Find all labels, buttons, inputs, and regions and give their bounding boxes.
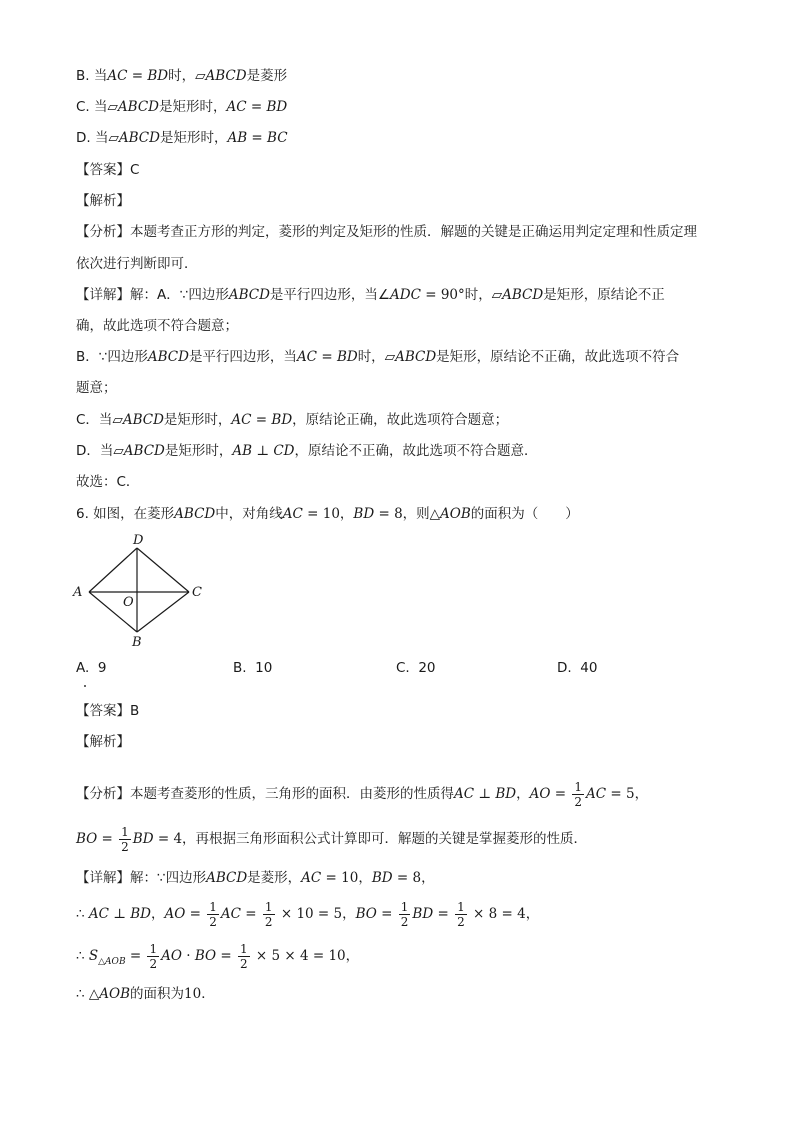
analysis-5-line2: 依次进行判断即可． bbox=[76, 256, 198, 272]
choice-a: A. 9 bbox=[76, 660, 107, 676]
fraction-half: $\frac{1}{2}$ bbox=[574, 779, 582, 809]
detail-6-line1: 【详解】解：∵四边形ABCD是菱形，AC = 10，BD = 8， bbox=[76, 870, 435, 886]
choice-d: D. 40 bbox=[557, 660, 598, 676]
rhombus-figure bbox=[68, 532, 218, 650]
fraction-half: $\frac{1}{2}$ bbox=[121, 824, 129, 854]
label-c: C bbox=[192, 585, 202, 600]
analysis-6-line1: 【分析】本题考查菱形的性质，三角形的面积．由菱形的性质得AC ⊥ BD，AO = $\frac{1}{2}$ AC = 5， bbox=[76, 779, 649, 809]
fraction-half: $\frac{1}{2}$ bbox=[400, 899, 409, 929]
detail-6-final: ∴ △AOB的面积为10． bbox=[76, 986, 215, 1002]
fraction-half: $\frac{1}{2}$ bbox=[149, 941, 158, 971]
jiexi-6-heading: 【解析】 bbox=[76, 734, 130, 750]
detail-5-b-line2: 题意； bbox=[76, 380, 117, 396]
detail-5-a-line2: 确，故此选项不符合题意； bbox=[76, 318, 238, 334]
fraction-half: $\frac{1}{2}$ bbox=[457, 899, 465, 929]
edge-dc bbox=[137, 548, 189, 592]
analysis-6-line2: BO = $\frac{1}{2}$ BD = 4，再根据三角形面积公式计算即可．解题的关键是掌握菱形的性质． bbox=[76, 824, 588, 854]
fraction-half: $\frac{1}{2}$ bbox=[209, 899, 217, 929]
detail-5-choose: 故选：C． bbox=[76, 474, 140, 490]
label-a: A bbox=[73, 585, 83, 600]
label-d: D bbox=[133, 533, 144, 548]
detail-5-b-line1: B．∵四边形ABCD是平行四边形，当AC = BD时，▱ABCD是矩形，原结论不正确，故此选项不符合 bbox=[76, 349, 680, 365]
label-o: O bbox=[123, 595, 134, 610]
detail-5-d: D．当▱ABCD是矩形时，AB ⊥ CD，原结论不正确，故此选项不符合题意． bbox=[76, 443, 538, 459]
option-c-prev: C. 当▱ABCD是矩形时，AC = BD bbox=[76, 99, 288, 115]
option-d-prev: D. 当▱ABCD是矩形时，AB = BC bbox=[76, 130, 288, 146]
answer-6: 【答案】B bbox=[76, 703, 140, 719]
detail-6-line2: ∴ AC ⊥ BD，AO = $\frac{1}{2}$ AC = $\frac{1}{2}$ × 10 = 5，BO = $\frac{1}{2}$ BD = $\frac{1}{2}$ × 8 = 4， bbox=[76, 899, 540, 929]
option-b-prev: B. 当AC = BD时，▱ABCD是菱形 bbox=[76, 68, 288, 84]
stray-dot bbox=[84, 685, 86, 687]
fraction-half: $\frac{1}{2}$ bbox=[264, 899, 273, 929]
choice-b: B. 10 bbox=[233, 660, 273, 676]
label-b: B bbox=[132, 635, 142, 650]
answer-5: 【答案】C bbox=[76, 162, 140, 178]
detail-5-c: C．当▱ABCD是矩形时，AC = BD，原结论正确，故此选项符合题意； bbox=[76, 412, 509, 428]
fraction-half: $\frac{1}{2}$ bbox=[239, 941, 248, 971]
detail-5-a-line1: 【详解】解：A．∵四边形ABCD是平行四边形，当∠ADC = 90°时，▱ABCD是矩形，原结论不正 bbox=[76, 287, 665, 303]
detail-6-line3: ∴ $S_{\triangle AOB}$ = $\frac{1}{2}$ AO · BO = $\frac{1}{2}$ × 5 × 4 = 10， bbox=[76, 941, 360, 971]
edge-ad bbox=[89, 548, 137, 592]
jiexi-5-heading: 【解析】 bbox=[76, 193, 130, 209]
analysis-5-line1: 【分析】本题考查正方形的判定，菱形的判定及矩形的性质．解题的关键是正确运用判定定理和性质定理 bbox=[76, 224, 697, 240]
choice-c: C. 20 bbox=[396, 660, 436, 676]
edge-cb bbox=[137, 592, 189, 632]
question-6-stem: 6. 如图，在菱形ABCD中，对角线AC = 10，BD = 8，则△AOB的面积为（ ） bbox=[76, 506, 579, 522]
